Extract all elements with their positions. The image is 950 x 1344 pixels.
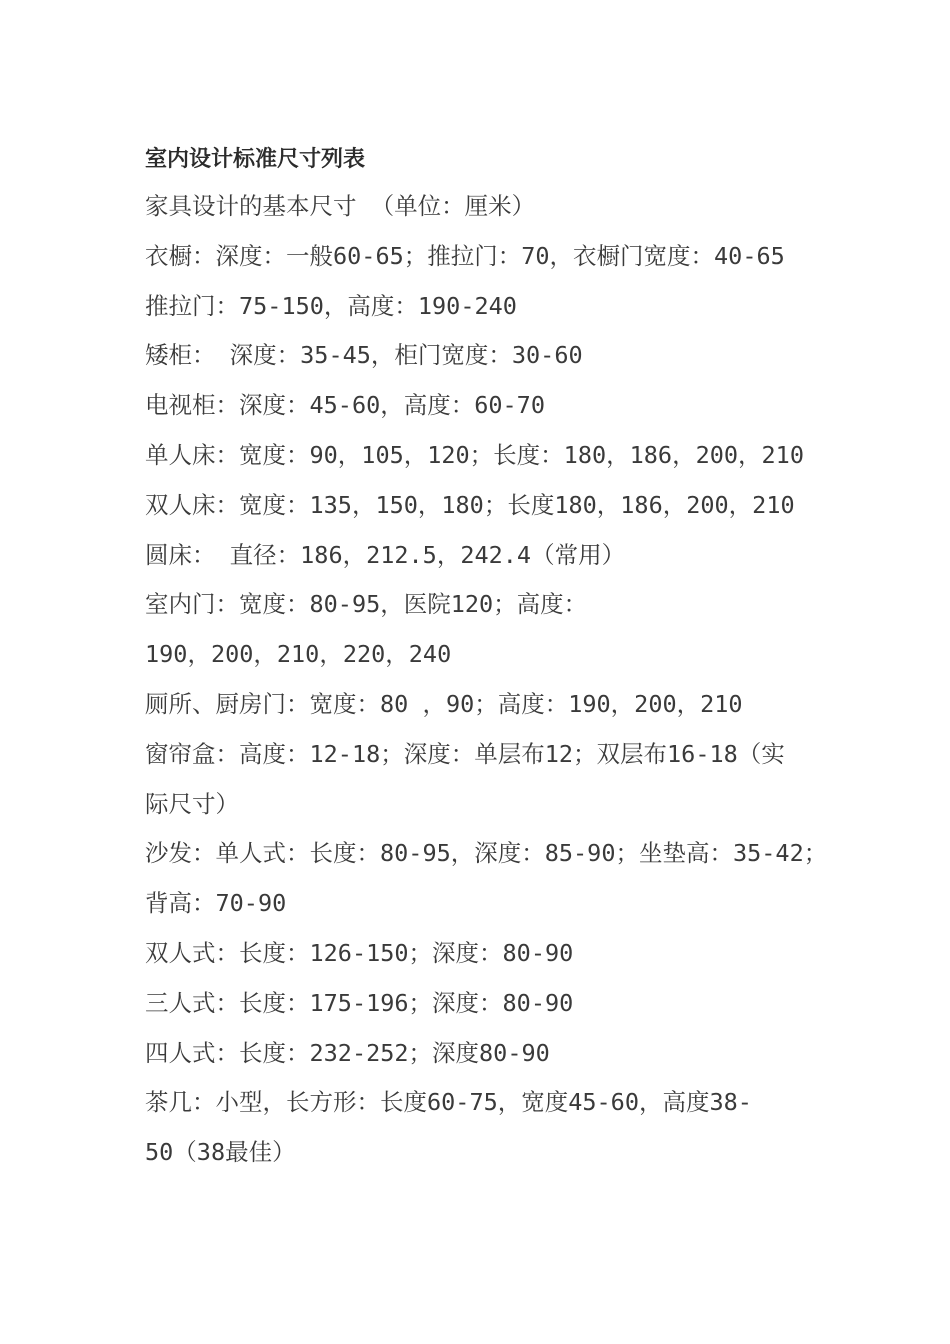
text-line: 双人床：宽度：135，150，180；长度180，186，200，210 [145, 490, 795, 519]
text-line: 190，200，210，220，240 [145, 640, 452, 669]
text-line: 双人式：长度：126-150；深度：80-90 [145, 938, 574, 967]
text-line: 单人床：宽度：90，105，120；长度：180，186，200，210 [145, 440, 804, 469]
text-line: 圆床： 直径：186，212.5，242.4（常用） [145, 540, 626, 569]
document-title: 室内设计标准尺寸列表 [145, 146, 366, 172]
text-line: 背高：70-90 [145, 889, 287, 918]
text-line: 窗帘盒：高度：12-18；深度：单层布12；双层布16-18（实 [145, 739, 785, 768]
text-line: 衣橱：深度：一般60-65；推拉门：70，衣橱门宽度：40-65 [145, 241, 785, 270]
text-line: 际尺寸） [145, 789, 239, 818]
document-body [145, 136, 828, 1178]
text-line: 50（38最佳） [145, 1138, 296, 1167]
text-line: 矮柜： 深度：35-45，柜门宽度：30-60 [145, 341, 583, 370]
text-line: 家具设计的基本尺寸 （单位：厘米） [145, 192, 536, 220]
text-line: 沙发：单人式：长度：80-95，深度：85-90；坐垫高：35-42； [145, 839, 828, 868]
text-line: 室内门：宽度：80-95，医院120；高度： [145, 590, 588, 619]
text-line: 电视柜：深度：45-60，高度：60-70 [145, 391, 545, 420]
text-line: 四人式：长度：232-252；深度80-90 [145, 1038, 550, 1067]
text-line: 三人式：长度：175-196；深度：80-90 [145, 988, 574, 1017]
text-line: 厕所、厨房门：宽度：80 ，90；高度：190，200，210 [145, 689, 743, 718]
text-line: 茶几：小型，长方形：长度60-75，宽度45-60，高度38- [145, 1088, 752, 1117]
text-line: 推拉门：75-150，高度：190-240 [145, 291, 517, 320]
